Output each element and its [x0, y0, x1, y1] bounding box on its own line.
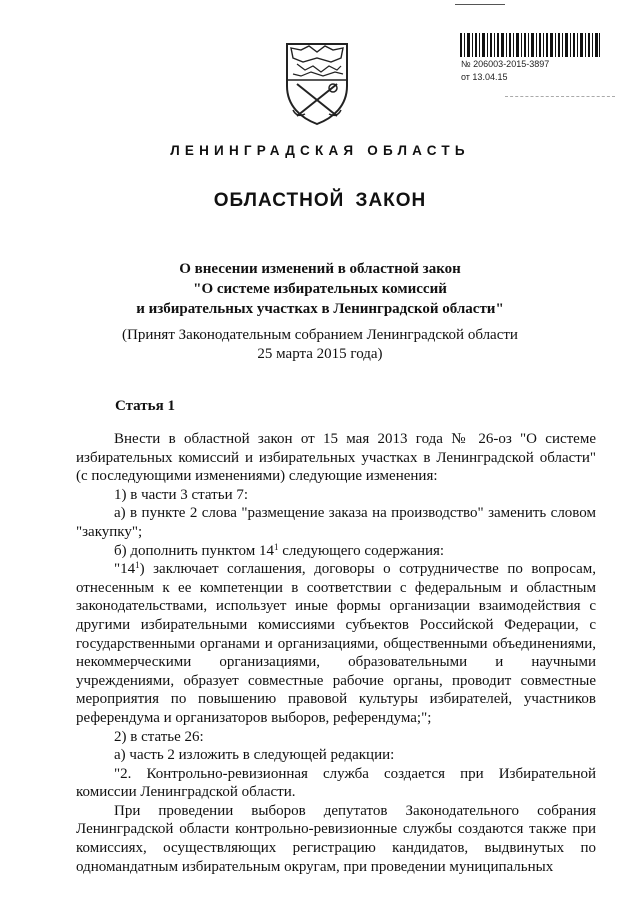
item-1: 1) в части 3 статьи 7: [114, 486, 249, 503]
barcode-icon [460, 33, 600, 57]
coat-of-arms-icon [283, 40, 351, 126]
article-body [76, 430, 596, 876]
item-2a: а) часть 2 изложить в следующей редакции: [114, 747, 395, 764]
law-title [90, 259, 550, 319]
quoted-part-2: "2. Контрольно-ревизионная служба создается при Избирательной комиссии Ленинградской области. [76, 765, 596, 801]
law-title-line: "О системе избирательных комиссий [193, 281, 447, 297]
item-2: 2) в статье 26: [114, 728, 204, 745]
intro-paragraph: Внести в областной закон от 15 мая 2013 года № 26-оз "О системе избирательных комиссий и избирательных участках в Ленинградской области" (с последующими изменениями) следующие изменения: [76, 431, 596, 485]
adoption-line: (Принят Законодательным собранием Ленинградской области [122, 327, 518, 343]
item-1b [76, 542, 596, 561]
right-divider [505, 96, 615, 97]
top-line [455, 4, 505, 5]
region-heading: ЛЕНИНГРАДСКАЯ ОБЛАСТЬ [170, 143, 470, 158]
last-paragraph: При проведении выборов депутатов Законодательного собрания Ленинградской области контрольно-ревизионные службы создаются также при комиссиях, осуществляющих регистрацию кандидатов, выдвинутых по одномандатным избирательным округам, при проведении муниципальных [76, 802, 596, 875]
quote-text: ) заключает соглашения, договоры о сотрудничестве по вопросам, отнесенным к ее компетенции в соответствии с федеральным и областным законодательствами, использует иные формы организации взаимодействия с другими избирательными комиссиями субъектов Российской Федерации, с государственными органами и организациями, общественными объединениями, некоммерческими организациями, образовательными и научными учреждениями, образует совместные рабочие органы, проводит совместные мероприятия по повышению правовой культуры избирателей, участников референдума и организаторов выборов, референдума;"; [76, 561, 596, 726]
law-title-line: и избирательных участках в Ленинградской области" [136, 301, 504, 317]
quoted-item-14-1 [76, 560, 596, 727]
registration-date: от 13.04.15 [461, 72, 508, 82]
item-1b-text-end: следующего содержания: [278, 542, 445, 559]
article-heading: Статья 1 [115, 398, 175, 414]
adoption-note [90, 326, 550, 364]
quote-start: "14 [114, 561, 136, 578]
law-type-heading: ОБЛАСТНОЙ ЗАКОН [213, 190, 427, 211]
superscript: 1 [135, 560, 140, 571]
item-1b-text: б) дополнить пунктом 14 [114, 542, 274, 559]
registration-number: № 206003-2015-3897 [461, 59, 550, 69]
law-title-line: О внесении изменений в областной закон [179, 261, 461, 277]
superscript: 1 [273, 541, 279, 552]
item-1a: а) в пункте 2 слова "размещение заказа на производство" заменить словом "закупку"; [76, 505, 596, 540]
adoption-line: 25 марта 2015 года) [257, 346, 383, 362]
